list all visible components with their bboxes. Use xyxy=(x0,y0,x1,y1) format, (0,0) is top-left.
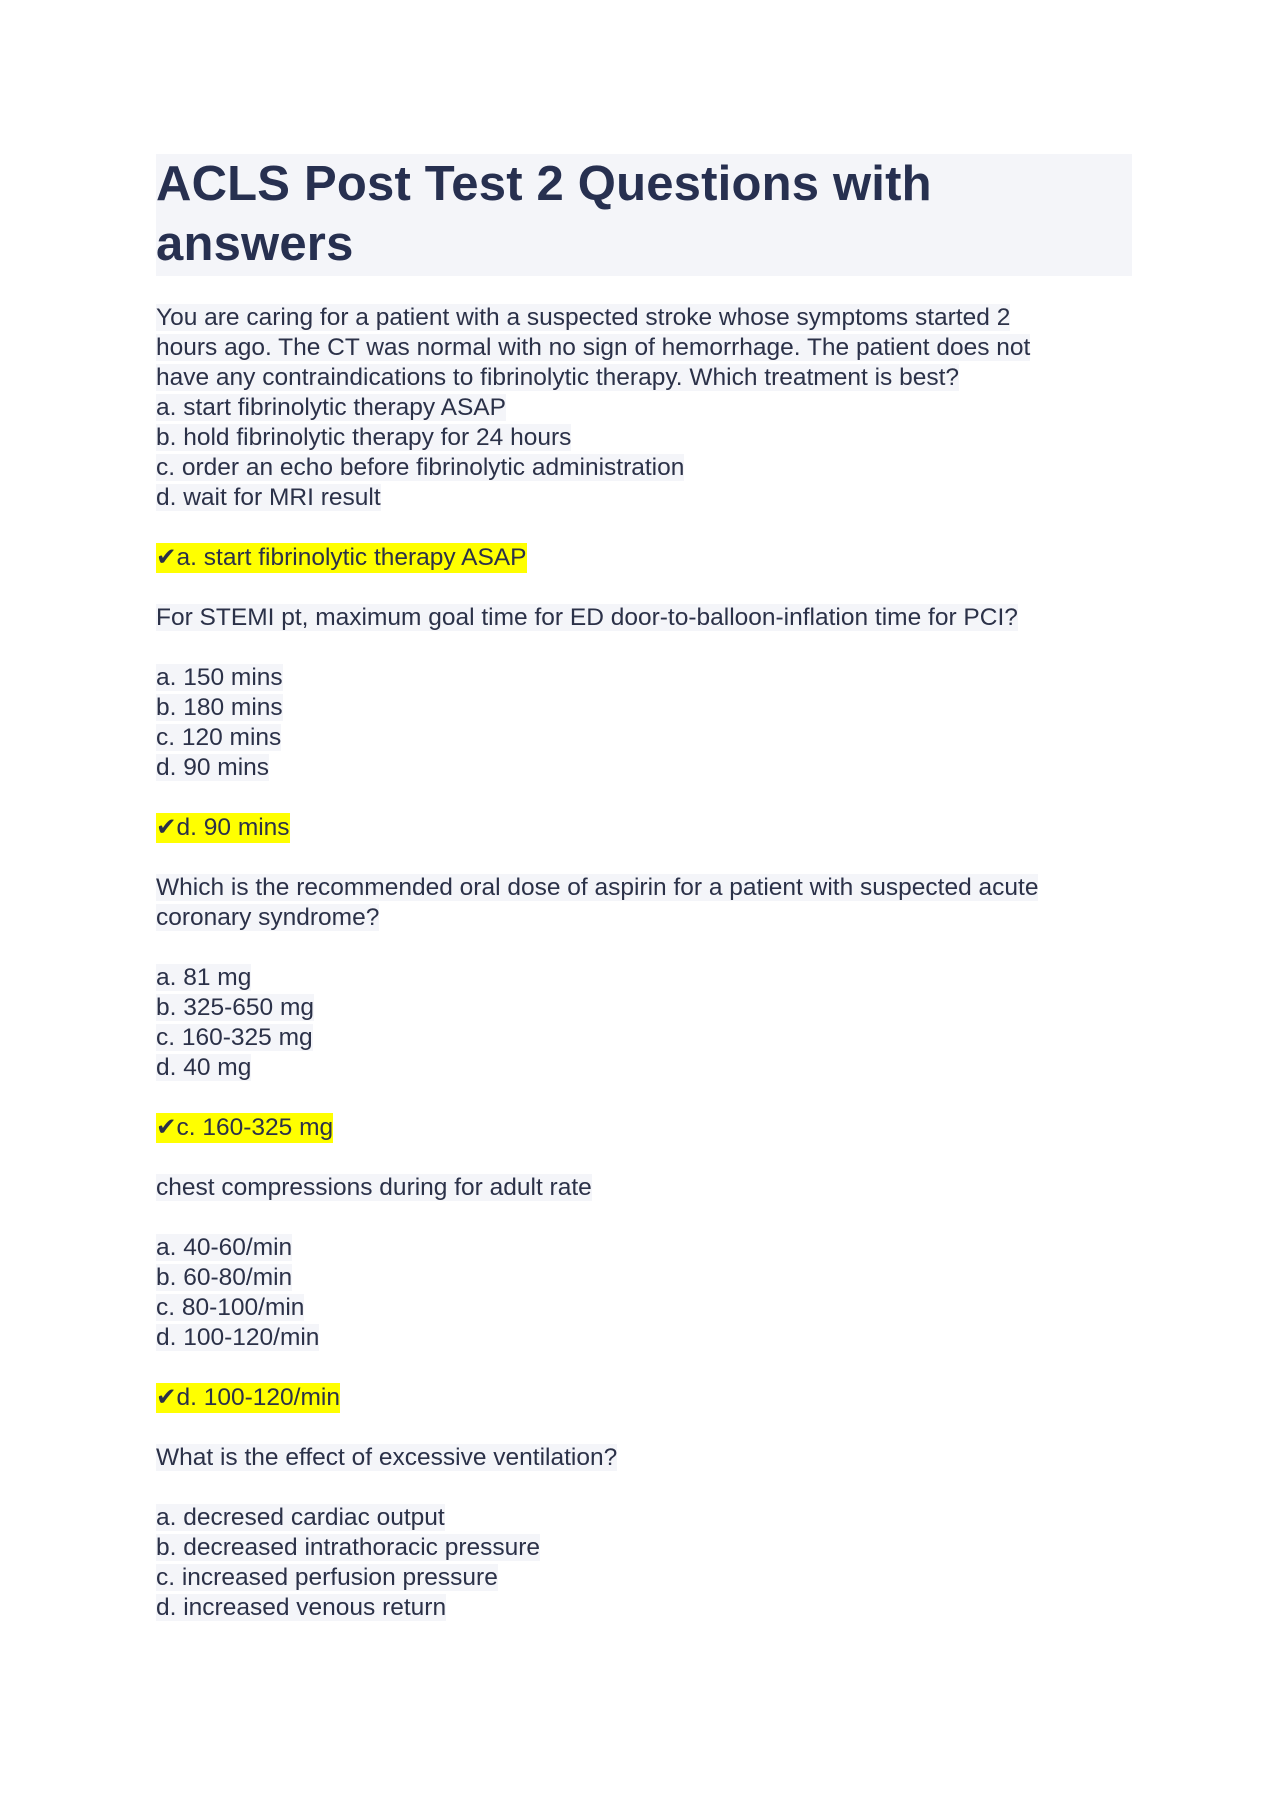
option-a: a. 81 mg xyxy=(156,964,252,991)
option-a: a. decresed cardiac output xyxy=(156,1504,445,1531)
question-text: chest compressions during for adult rate xyxy=(156,1174,592,1201)
answer-highlight: ✔a. start fibrinolytic therapy ASAP xyxy=(156,544,527,571)
question-2 xyxy=(156,603,1132,873)
question-5 xyxy=(156,1443,1132,1623)
question-text: hours ago. The CT was normal with no sign of hemorrhage. The patient does not xyxy=(156,334,1031,361)
option-c: c. increased perfusion pressure xyxy=(156,1564,498,1591)
question-text: coronary syndrome? xyxy=(156,904,380,931)
option-b: b. 180 mins xyxy=(156,694,283,721)
option-a: a. 150 mins xyxy=(156,664,283,691)
option-a: a. start fibrinolytic therapy ASAP xyxy=(156,394,506,421)
option-a: a. 40-60/min xyxy=(156,1234,293,1261)
option-c: c. 160-325 mg xyxy=(156,1024,313,1051)
question-4 xyxy=(156,1173,1132,1443)
option-c: c. 120 mins xyxy=(156,724,282,751)
option-d: d. 90 mins xyxy=(156,754,270,781)
option-d: d. wait for MRI result xyxy=(156,484,381,511)
title-block xyxy=(156,154,1132,276)
option-b: b. 60-80/min xyxy=(156,1264,293,1291)
option-b: b. 325-650 mg xyxy=(156,994,314,1021)
answer-highlight: ✔c. 160-325 mg xyxy=(156,1114,334,1141)
option-b: b. decreased intrathoracic pressure xyxy=(156,1534,541,1561)
option-d: d. 40 mg xyxy=(156,1054,252,1081)
answer-highlight: ✔d. 100-120/min xyxy=(156,1384,340,1411)
question-1 xyxy=(156,303,1132,603)
document-title: ACLS Post Test 2 Questions with answers xyxy=(156,157,932,271)
question-text: have any contraindications to fibrinolytic therapy. Which treatment is best? xyxy=(156,364,959,391)
question-3 xyxy=(156,873,1132,1173)
option-d: d. increased venous return xyxy=(156,1594,447,1621)
option-c: c. order an echo before fibrinolytic administration xyxy=(156,454,685,481)
option-d: d. 100-120/min xyxy=(156,1324,320,1351)
question-text: Which is the recommended oral dose of aspirin for a patient with suspected acute xyxy=(156,874,1039,901)
question-text: What is the effect of excessive ventilation? xyxy=(156,1444,618,1471)
answer-highlight: ✔d. 90 mins xyxy=(156,814,290,841)
question-text: For STEMI pt, maximum goal time for ED door-to-balloon-inflation time for PCI? xyxy=(156,604,1018,631)
option-c: c. 80-100/min xyxy=(156,1294,305,1321)
option-b: b. hold fibrinolytic therapy for 24 hours xyxy=(156,424,572,451)
question-text: You are caring for a patient with a suspected stroke whose symptoms started 2 xyxy=(156,304,1011,331)
document-page xyxy=(156,154,1132,1623)
